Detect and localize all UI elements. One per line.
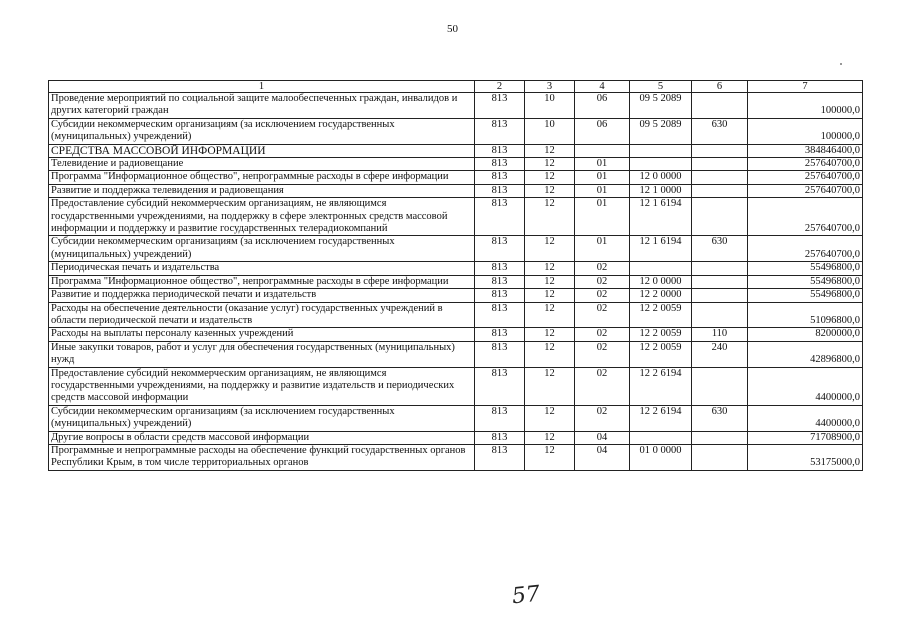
row-description: СРЕДСТВА МАССОВОЙ ИНФОРМАЦИИ [49, 144, 475, 157]
cell-target-article: 09 5 2089 [630, 118, 692, 144]
header-col-4: 4 [575, 81, 630, 93]
cell-ministry-code: 813 [475, 198, 525, 236]
cell-amount: 55496800,0 [748, 262, 863, 275]
cell-subsection: 04 [575, 444, 630, 470]
cell-subsection: 02 [575, 341, 630, 367]
table-header-row [49, 81, 863, 93]
cell-target-article: 12 2 0000 [630, 289, 692, 302]
cell-expense-type: 240 [692, 341, 748, 367]
cell-amount: 257640700,0 [748, 236, 863, 262]
row-description: Субсидии некоммерческим организациям (за исключением государственных (муниципальных) учреждений) [49, 236, 475, 262]
cell-subsection: 01 [575, 236, 630, 262]
cell-section: 10 [525, 93, 575, 119]
cell-target-article: 12 1 6194 [630, 198, 692, 236]
cell-expense-type [692, 198, 748, 236]
cell-ministry-code: 813 [475, 367, 525, 405]
table-row [49, 144, 863, 157]
row-description: Иные закупки товаров, работ и услуг для обеспечения государственных (муниципальных) нужд [49, 341, 475, 367]
cell-subsection: 06 [575, 118, 630, 144]
cell-expense-type [692, 262, 748, 275]
cell-expense-type [692, 184, 748, 197]
cell-section: 12 [525, 184, 575, 197]
cell-expense-type [692, 144, 748, 157]
row-description: Субсидии некоммерческим организациям (за исключением государственных (муниципальных) учреждений) [49, 405, 475, 431]
page-number: 50 [447, 23, 458, 35]
cell-target-article [630, 158, 692, 171]
table-row [49, 405, 863, 431]
cell-target-article: 12 2 0059 [630, 302, 692, 328]
cell-amount: 100000,0 [748, 118, 863, 144]
cell-ministry-code: 813 [475, 184, 525, 197]
cell-subsection: 02 [575, 302, 630, 328]
row-description: Предоставление субсидий некоммерческим организациям, не являющимся государственными учреждениями, на поддержку и развитие издательств и периодических средств массовой информации [49, 367, 475, 405]
cell-expense-type [692, 367, 748, 405]
cell-section: 12 [525, 171, 575, 184]
table-row [49, 444, 863, 470]
cell-ministry-code: 813 [475, 144, 525, 157]
row-description: Расходы на обеспечение деятельности (оказание услуг) государственных учреждений в области периодической печати и издательств [49, 302, 475, 328]
cell-expense-type: 630 [692, 236, 748, 262]
cell-target-article: 01 0 0000 [630, 444, 692, 470]
cell-section: 12 [525, 158, 575, 171]
cell-expense-type: 110 [692, 328, 748, 341]
cell-amount: 257640700,0 [748, 184, 863, 197]
cell-ministry-code: 813 [475, 118, 525, 144]
cell-subsection: 02 [575, 262, 630, 275]
cell-section: 12 [525, 144, 575, 157]
cell-subsection: 02 [575, 328, 630, 341]
cell-ministry-code: 813 [475, 431, 525, 444]
cell-subsection: 02 [575, 405, 630, 431]
cell-ministry-code: 813 [475, 262, 525, 275]
cell-amount: 257640700,0 [748, 171, 863, 184]
cell-target-article: 12 1 6194 [630, 236, 692, 262]
header-col-1: 1 [49, 81, 475, 93]
row-description: Другие вопросы в области средств массовой информации [49, 431, 475, 444]
cell-subsection: 01 [575, 171, 630, 184]
row-description: Программа "Информационное общество", непрограммные расходы в сфере информации [49, 171, 475, 184]
cell-ministry-code: 813 [475, 405, 525, 431]
cell-subsection: 06 [575, 93, 630, 119]
header-col-3: 3 [525, 81, 575, 93]
cell-target-article: 12 2 6194 [630, 367, 692, 405]
cell-subsection: 04 [575, 431, 630, 444]
row-description: Программные и непрограммные расходы на обеспечение функций государственных органов Республики Крым, в том числе территориальных органов [49, 444, 475, 470]
header-col-7: 7 [748, 81, 863, 93]
header-col-5: 5 [630, 81, 692, 93]
cell-target-article: 12 0 0000 [630, 275, 692, 288]
cell-ministry-code: 813 [475, 236, 525, 262]
cell-subsection [575, 144, 630, 157]
cell-subsection: 01 [575, 184, 630, 197]
table-row [49, 275, 863, 288]
cell-target-article: 09 5 2089 [630, 93, 692, 119]
cell-expense-type [692, 93, 748, 119]
cell-section: 12 [525, 444, 575, 470]
cell-section: 12 [525, 405, 575, 431]
cell-section: 12 [525, 328, 575, 341]
cell-target-article [630, 431, 692, 444]
cell-section: 10 [525, 118, 575, 144]
table-row [49, 431, 863, 444]
table-row [49, 302, 863, 328]
cell-ministry-code: 813 [475, 328, 525, 341]
cell-ministry-code: 813 [475, 341, 525, 367]
cell-amount: 42896800,0 [748, 341, 863, 367]
cell-expense-type [692, 431, 748, 444]
cell-amount: 51096800,0 [748, 302, 863, 328]
cell-ministry-code: 813 [475, 289, 525, 302]
cell-ministry-code: 813 [475, 444, 525, 470]
row-description: Развитие и поддержка периодической печати и издательств [49, 289, 475, 302]
cell-section: 12 [525, 275, 575, 288]
row-description: Телевидение и радиовещание [49, 158, 475, 171]
cell-target-article: 12 2 0059 [630, 341, 692, 367]
cell-amount: 71708900,0 [748, 431, 863, 444]
budget-table [48, 80, 863, 471]
cell-target-article [630, 262, 692, 275]
table-row [49, 93, 863, 119]
table-body [49, 93, 863, 471]
cell-expense-type [692, 171, 748, 184]
cell-section: 12 [525, 431, 575, 444]
cell-ministry-code: 813 [475, 171, 525, 184]
cell-target-article: 12 2 6194 [630, 405, 692, 431]
cell-subsection: 02 [575, 289, 630, 302]
cell-expense-type: 630 [692, 405, 748, 431]
cell-ministry-code: 813 [475, 158, 525, 171]
cell-ministry-code: 813 [475, 275, 525, 288]
cell-section: 12 [525, 341, 575, 367]
cell-amount: 55496800,0 [748, 289, 863, 302]
cell-section: 12 [525, 262, 575, 275]
row-description: Проведение мероприятий по социальной защите малообеспеченных граждан, инвалидов и других категорий граждан [49, 93, 475, 119]
cell-target-article [630, 144, 692, 157]
handwritten-page-number: 57 [510, 581, 542, 610]
cell-section: 12 [525, 198, 575, 236]
row-description: Периодическая печать и издательства [49, 262, 475, 275]
cell-subsection: 01 [575, 158, 630, 171]
cell-target-article: 12 2 0059 [630, 328, 692, 341]
row-description: Расходы на выплаты персоналу казенных учреждений [49, 328, 475, 341]
table-row [49, 236, 863, 262]
table-row [49, 289, 863, 302]
cell-target-article: 12 0 0000 [630, 171, 692, 184]
table-row [49, 118, 863, 144]
cell-amount: 384846400,0 [748, 144, 863, 157]
cell-amount: 4400000,0 [748, 405, 863, 431]
table-row [49, 171, 863, 184]
header-col-6: 6 [692, 81, 748, 93]
cell-expense-type [692, 444, 748, 470]
cell-amount: 4400000,0 [748, 367, 863, 405]
table-row [49, 184, 863, 197]
cell-expense-type [692, 275, 748, 288]
header-col-2: 2 [475, 81, 525, 93]
cell-subsection: 01 [575, 198, 630, 236]
cell-expense-type [692, 302, 748, 328]
cell-subsection: 02 [575, 367, 630, 405]
cell-section: 12 [525, 289, 575, 302]
cell-amount: 257640700,0 [748, 158, 863, 171]
table-row [49, 367, 863, 405]
scan-speck [840, 63, 842, 65]
cell-expense-type: 630 [692, 118, 748, 144]
cell-amount: 257640700,0 [748, 198, 863, 236]
cell-section: 12 [525, 367, 575, 405]
cell-section: 12 [525, 302, 575, 328]
row-description: Субсидии некоммерческим организациям (за исключением государственных (муниципальных) учреждений) [49, 118, 475, 144]
cell-expense-type [692, 158, 748, 171]
cell-ministry-code: 813 [475, 302, 525, 328]
cell-amount: 53175000,0 [748, 444, 863, 470]
cell-ministry-code: 813 [475, 93, 525, 119]
cell-amount: 8200000,0 [748, 328, 863, 341]
cell-amount: 100000,0 [748, 93, 863, 119]
table-row [49, 198, 863, 236]
row-description: Предоставление субсидий некоммерческим организациям, не являющимся государственными учреждениями, на поддержку в сфере электронных средств массовой информации и поддержку и развитие государственных телерадиокомпаний [49, 198, 475, 236]
table-row [49, 158, 863, 171]
row-description: Развитие и поддержка телевидения и радиовещания [49, 184, 475, 197]
cell-amount: 55496800,0 [748, 275, 863, 288]
cell-section: 12 [525, 236, 575, 262]
table-row [49, 341, 863, 367]
table-row [49, 262, 863, 275]
table-row [49, 328, 863, 341]
cell-target-article: 12 1 0000 [630, 184, 692, 197]
cell-subsection: 02 [575, 275, 630, 288]
cell-expense-type [692, 289, 748, 302]
row-description: Программа "Информационное общество", непрограммные расходы в сфере информации [49, 275, 475, 288]
